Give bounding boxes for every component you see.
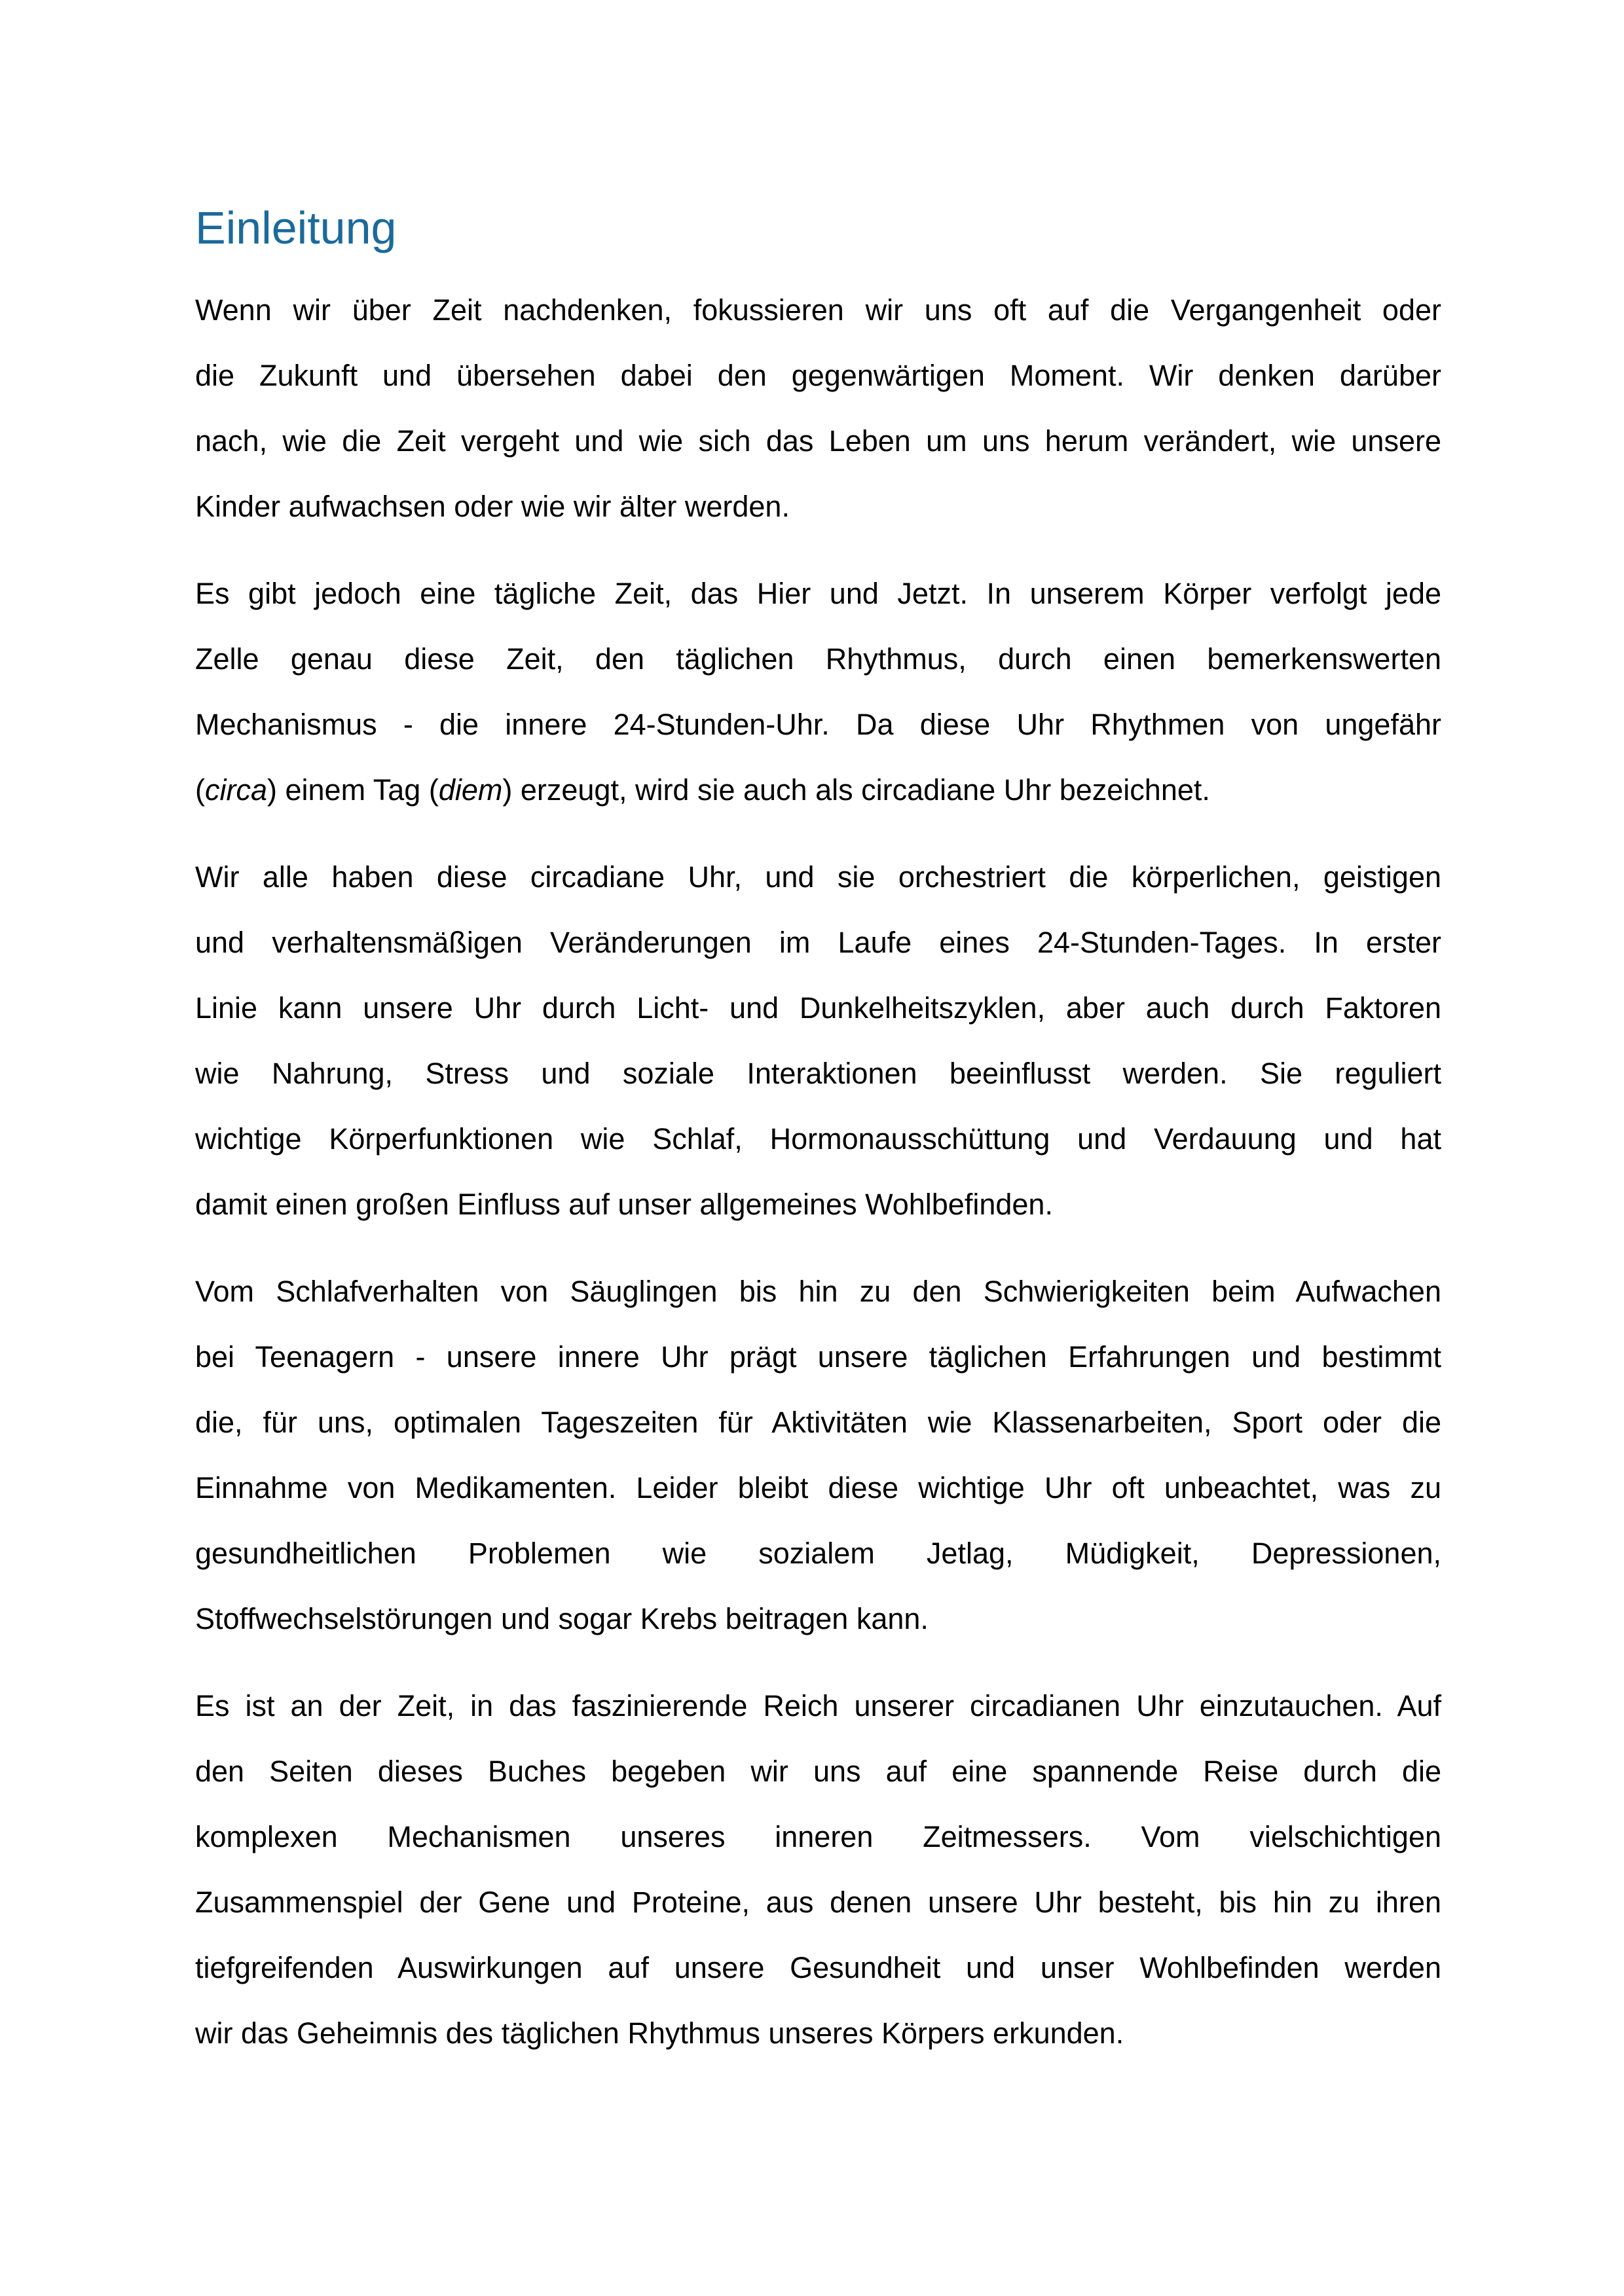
paragraph	[195, 1259, 1441, 1652]
section-heading: Einleitung	[195, 202, 397, 253]
text-line: nach, wie die Zeit vergeht und wie sich das Leben um uns herum verändert, wie unsere	[195, 424, 1441, 458]
text-line: tiefgreifenden Auswirkungen auf unsere Gesundheit und unser Wohlbefinden werden	[195, 1951, 1441, 1984]
text-line: gesundheitlichen Problemen wie sozialem Jetlag, Müdigkeit, Depressionen,	[195, 1537, 1441, 1570]
text-line: Zelle genau diese Zeit, den täglichen Rhythmus, durch einen bemerkenswerten	[195, 642, 1441, 676]
text-line: die, für uns, optimalen Tageszeiten für Aktivitäten wie Klassenarbeiten, Sport oder die	[195, 1406, 1441, 1439]
text-line: wie Nahrung, Stress und soziale Interaktionen beeinflusst werden. Sie reguliert	[195, 1057, 1441, 1090]
text-line: Es ist an der Zeit, in das faszinierende Reich unserer circadianen Uhr einzutauchen. Auf	[195, 1689, 1441, 1722]
text-line: Wenn wir über Zeit nachdenken, fokussieren wir uns oft auf die Vergangenheit oder	[195, 293, 1441, 327]
text-line: Wir alle haben diese circadiane Uhr, und sie orchestriert die körperlichen, geistigen	[195, 860, 1441, 894]
text-segment: (	[195, 773, 205, 807]
body-text	[195, 278, 1441, 2066]
paragraph	[195, 278, 1441, 539]
text-line: damit einen großen Einfluss auf unser allgemeines Wohlbefinden.	[195, 1188, 1053, 1221]
text-line: Zusammenspiel der Gene und Proteine, aus denen unsere Uhr besteht, bis hin zu ihren	[195, 1886, 1441, 1919]
text-line: Kinder aufwachsen oder wie wir älter werden.	[195, 490, 790, 523]
text-line: wichtige Körperfunktionen wie Schlaf, Hormonausschüttung und Verdauung und hat	[195, 1122, 1441, 1156]
text-line: Es gibt jedoch eine tägliche Zeit, das Hier und Jetzt. In unserem Körper verfolgt jede	[195, 577, 1441, 610]
text-line: Stoffwechselstörungen und sogar Krebs beitragen kann.	[195, 1602, 929, 1635]
italic-term: circa	[205, 773, 268, 807]
text-line: den Seiten dieses Buches begeben wir uns auf eine spannende Reise durch die	[195, 1755, 1441, 1788]
text-line: Vom Schlafverhalten von Säuglingen bis hin zu den Schwierigkeiten beim Aufwachen	[195, 1275, 1441, 1308]
text-segment: ) erzeugt, wird sie auch als circadiane Uhr bezeichnet.	[502, 773, 1210, 807]
text-line: die Zukunft und übersehen dabei den gegenwärtigen Moment. Wir denken darüber	[195, 359, 1441, 392]
text-line: wir das Geheimnis des täglichen Rhythmus unseres Körpers erkunden.	[195, 2016, 1124, 2050]
text-line	[195, 757, 1441, 823]
italic-term: diem	[438, 773, 503, 807]
text-line: und verhaltensmäßigen Veränderungen im Laufe eines 24-Stunden-Tages. In erster	[195, 926, 1441, 959]
text-line: Mechanismus - die innere 24-Stunden-Uhr. Da diese Uhr Rhythmen von ungefähr	[195, 708, 1441, 741]
paragraph	[195, 1673, 1441, 2066]
paragraph	[195, 845, 1441, 1237]
text-line: Einnahme von Medikamenten. Leider bleibt diese wichtige Uhr oft unbeachtet, was zu	[195, 1471, 1441, 1504]
text-line: bei Teenagern - unsere innere Uhr prägt unsere täglichen Erfahrungen und bestimmt	[195, 1340, 1441, 1374]
paragraph	[195, 561, 1441, 823]
text-line: komplexen Mechanismen unseres inneren Zeitmessers. Vom vielschichtigen	[195, 1820, 1441, 1853]
text-line: Linie kann unsere Uhr durch Licht- und Dunkelheitszyklen, aber auch durch Faktoren	[195, 991, 1441, 1025]
document-page	[195, 196, 1441, 2066]
text-segment: ) einem Tag (	[267, 773, 439, 807]
